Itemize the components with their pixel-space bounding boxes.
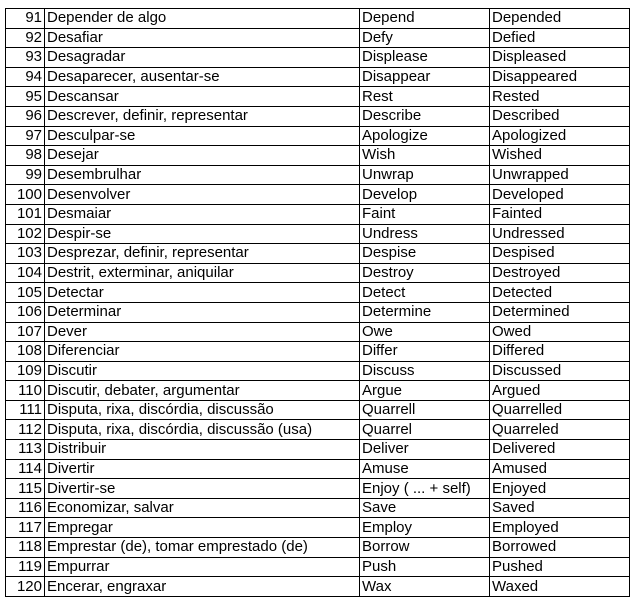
english-infinitive-cell: Faint (360, 204, 490, 224)
english-past-cell: Argued (490, 381, 630, 401)
english-infinitive-cell: Quarrell (360, 400, 490, 420)
row-number-cell: 92 (6, 28, 45, 48)
table-row (6, 498, 630, 518)
table-row (6, 126, 630, 146)
row-number-cell: 107 (6, 322, 45, 342)
english-infinitive-cell: Disappear (360, 67, 490, 87)
row-number-cell: 119 (6, 557, 45, 577)
row-number-cell: 110 (6, 381, 45, 401)
portuguese-verb-cell: Desafiar (45, 28, 360, 48)
english-past-cell: Undressed (490, 224, 630, 244)
english-infinitive-cell: Develop (360, 185, 490, 205)
portuguese-verb-cell: Destrit, exterminar, aniquilar (45, 263, 360, 283)
table-row (6, 342, 630, 362)
table-row (6, 9, 630, 29)
english-infinitive-cell: Argue (360, 381, 490, 401)
table-row (6, 479, 630, 499)
table-row (6, 302, 630, 322)
english-infinitive-cell: Undress (360, 224, 490, 244)
table-row (6, 440, 630, 460)
portuguese-verb-cell: Discutir, debater, argumentar (45, 381, 360, 401)
english-past-cell: Quarrelled (490, 400, 630, 420)
portuguese-verb-cell: Desagradar (45, 48, 360, 68)
portuguese-verb-cell: Divertir-se (45, 479, 360, 499)
portuguese-verb-cell: Diferenciar (45, 342, 360, 362)
row-number-cell: 120 (6, 577, 45, 597)
english-infinitive-cell: Discuss (360, 361, 490, 381)
row-number-cell: 94 (6, 67, 45, 87)
english-past-cell: Saved (490, 498, 630, 518)
english-infinitive-cell: Describe (360, 106, 490, 126)
portuguese-verb-cell: Detectar (45, 283, 360, 303)
table-row (6, 87, 630, 107)
verb-table (5, 8, 630, 597)
table-row (6, 381, 630, 401)
verb-table-page (5, 8, 629, 597)
portuguese-verb-cell: Divertir (45, 459, 360, 479)
portuguese-verb-cell: Disputa, rixa, discórdia, discussão (usa) (45, 420, 360, 440)
english-infinitive-cell: Enjoy ( ... + self) (360, 479, 490, 499)
english-past-cell: Delivered (490, 440, 630, 460)
english-infinitive-cell: Rest (360, 87, 490, 107)
english-past-cell: Detected (490, 283, 630, 303)
table-row (6, 557, 630, 577)
english-past-cell: Discussed (490, 361, 630, 381)
portuguese-verb-cell: Desembrulhar (45, 165, 360, 185)
row-number-cell: 118 (6, 538, 45, 558)
table-row (6, 361, 630, 381)
row-number-cell: 112 (6, 420, 45, 440)
table-row (6, 165, 630, 185)
row-number-cell: 115 (6, 479, 45, 499)
portuguese-verb-cell: Encerar, engraxar (45, 577, 360, 597)
english-past-cell: Amused (490, 459, 630, 479)
table-row (6, 538, 630, 558)
english-infinitive-cell: Wax (360, 577, 490, 597)
portuguese-verb-cell: Depender de algo (45, 9, 360, 29)
row-number-cell: 116 (6, 498, 45, 518)
table-row (6, 224, 630, 244)
english-infinitive-cell: Owe (360, 322, 490, 342)
english-infinitive-cell: Wish (360, 146, 490, 166)
english-past-cell: Apologized (490, 126, 630, 146)
english-past-cell: Pushed (490, 557, 630, 577)
row-number-cell: 100 (6, 185, 45, 205)
portuguese-verb-cell: Emprestar (de), tomar emprestado (de) (45, 538, 360, 558)
english-past-cell: Despised (490, 244, 630, 264)
english-infinitive-cell: Amuse (360, 459, 490, 479)
row-number-cell: 108 (6, 342, 45, 362)
table-row (6, 459, 630, 479)
english-infinitive-cell: Displease (360, 48, 490, 68)
table-row (6, 322, 630, 342)
row-number-cell: 103 (6, 244, 45, 264)
portuguese-verb-cell: Desprezar, definir, representar (45, 244, 360, 264)
row-number-cell: 93 (6, 48, 45, 68)
english-past-cell: Owed (490, 322, 630, 342)
portuguese-verb-cell: Dever (45, 322, 360, 342)
row-number-cell: 98 (6, 146, 45, 166)
row-number-cell: 113 (6, 440, 45, 460)
table-row (6, 28, 630, 48)
english-infinitive-cell: Save (360, 498, 490, 518)
english-past-cell: Described (490, 106, 630, 126)
portuguese-verb-cell: Empregar (45, 518, 360, 538)
english-past-cell: Rested (490, 87, 630, 107)
portuguese-verb-cell: Desculpar-se (45, 126, 360, 146)
english-infinitive-cell: Differ (360, 342, 490, 362)
english-infinitive-cell: Depend (360, 9, 490, 29)
english-infinitive-cell: Destroy (360, 263, 490, 283)
table-row (6, 518, 630, 538)
english-past-cell: Destroyed (490, 263, 630, 283)
row-number-cell: 97 (6, 126, 45, 146)
table-row (6, 48, 630, 68)
table-row (6, 204, 630, 224)
table-row (6, 244, 630, 264)
table-row (6, 67, 630, 87)
portuguese-verb-cell: Economizar, salvar (45, 498, 360, 518)
portuguese-verb-cell: Disputa, rixa, discórdia, discussão (45, 400, 360, 420)
english-infinitive-cell: Employ (360, 518, 490, 538)
english-past-cell: Wished (490, 146, 630, 166)
portuguese-verb-cell: Empurrar (45, 557, 360, 577)
table-row (6, 420, 630, 440)
english-infinitive-cell: Borrow (360, 538, 490, 558)
english-past-cell: Fainted (490, 204, 630, 224)
english-infinitive-cell: Push (360, 557, 490, 577)
portuguese-verb-cell: Discutir (45, 361, 360, 381)
table-row (6, 577, 630, 597)
english-infinitive-cell: Detect (360, 283, 490, 303)
table-row (6, 185, 630, 205)
english-infinitive-cell: Despise (360, 244, 490, 264)
portuguese-verb-cell: Descansar (45, 87, 360, 107)
row-number-cell: 109 (6, 361, 45, 381)
english-infinitive-cell: Quarrel (360, 420, 490, 440)
english-past-cell: Waxed (490, 577, 630, 597)
portuguese-verb-cell: Desenvolver (45, 185, 360, 205)
english-past-cell: Quarreled (490, 420, 630, 440)
row-number-cell: 104 (6, 263, 45, 283)
row-number-cell: 106 (6, 302, 45, 322)
english-past-cell: Depended (490, 9, 630, 29)
portuguese-verb-cell: Desaparecer, ausentar-se (45, 67, 360, 87)
table-row (6, 283, 630, 303)
row-number-cell: 96 (6, 106, 45, 126)
table-row (6, 263, 630, 283)
english-past-cell: Employed (490, 518, 630, 538)
table-row (6, 106, 630, 126)
english-infinitive-cell: Defy (360, 28, 490, 48)
portuguese-verb-cell: Desmaiar (45, 204, 360, 224)
english-infinitive-cell: Apologize (360, 126, 490, 146)
portuguese-verb-cell: Distribuir (45, 440, 360, 460)
portuguese-verb-cell: Desejar (45, 146, 360, 166)
portuguese-verb-cell: Descrever, definir, representar (45, 106, 360, 126)
english-past-cell: Disappeared (490, 67, 630, 87)
english-past-cell: Unwrapped (490, 165, 630, 185)
english-infinitive-cell: Deliver (360, 440, 490, 460)
portuguese-verb-cell: Despir-se (45, 224, 360, 244)
row-number-cell: 102 (6, 224, 45, 244)
english-past-cell: Developed (490, 185, 630, 205)
portuguese-verb-cell: Determinar (45, 302, 360, 322)
english-infinitive-cell: Unwrap (360, 165, 490, 185)
row-number-cell: 99 (6, 165, 45, 185)
row-number-cell: 111 (6, 400, 45, 420)
row-number-cell: 114 (6, 459, 45, 479)
row-number-cell: 101 (6, 204, 45, 224)
row-number-cell: 105 (6, 283, 45, 303)
english-past-cell: Enjoyed (490, 479, 630, 499)
english-past-cell: Determined (490, 302, 630, 322)
table-row (6, 146, 630, 166)
english-past-cell: Defied (490, 28, 630, 48)
english-infinitive-cell: Determine (360, 302, 490, 322)
row-number-cell: 117 (6, 518, 45, 538)
english-past-cell: Displeased (490, 48, 630, 68)
table-row (6, 400, 630, 420)
row-number-cell: 91 (6, 9, 45, 29)
english-past-cell: Differed (490, 342, 630, 362)
row-number-cell: 95 (6, 87, 45, 107)
verb-table-body (6, 9, 630, 597)
english-past-cell: Borrowed (490, 538, 630, 558)
